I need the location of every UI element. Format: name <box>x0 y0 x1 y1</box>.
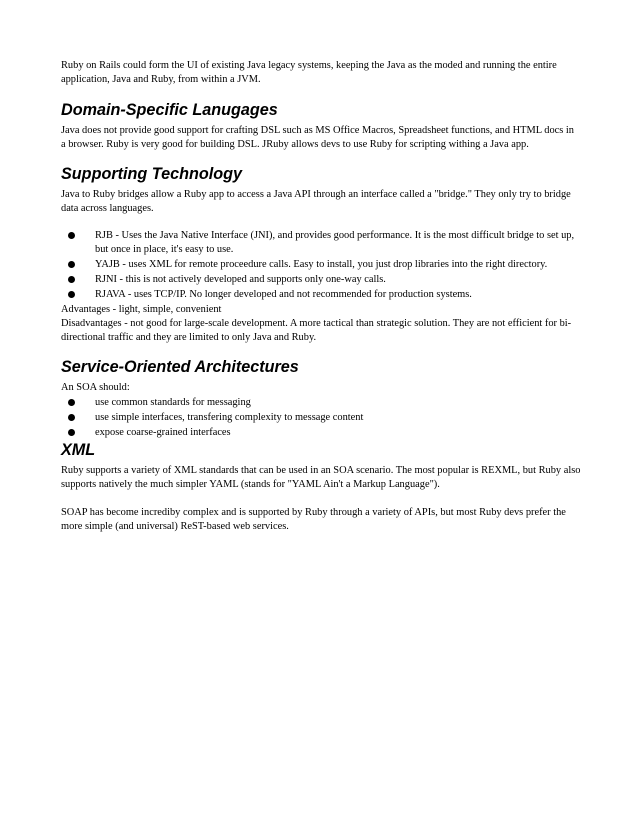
list-item <box>61 426 581 440</box>
list-item-text: use simple interfaces, transfering complexity to message content <box>95 412 364 423</box>
soa-intro-line: An SOA should: <box>61 382 130 393</box>
list-item <box>61 258 581 272</box>
list-item-text: RJNI - this is not actively developed and supports only one-way calls. <box>95 274 386 285</box>
bullet-icon <box>68 414 75 421</box>
bullet-icon <box>68 291 75 298</box>
dsl-paragraph: Java does not provide good support for crafting DSL such as MS Office Macros, Spreadsheet functions, and HTML docs in a browser. Ruby is very good for building DSL. JRuby allows devs to use Ruby for scripting withing a Java app. <box>61 125 574 150</box>
list-item <box>61 273 581 287</box>
xml-paragraph-2: SOAP has become incrediby complex and is supported by Ruby through a variety of APIs, but most Ruby devs prefer the more simple (and universal) ReST-based web services. <box>61 507 566 532</box>
list-item <box>61 396 581 410</box>
bullet-icon <box>68 399 75 406</box>
bullet-icon <box>68 232 75 239</box>
list-item <box>61 288 581 302</box>
bullet-icon <box>68 429 75 436</box>
bridge-list <box>61 229 581 302</box>
list-item <box>61 229 581 257</box>
xml-paragraph-1: Ruby supports a variety of XML standards that can be used in an SOA scenario. The most popular is REXML, but Ruby also supports natively the much simpler YAML (stands for "YAML Ain't a Markup Language"). <box>61 465 581 490</box>
list-item-text: RJAVA - uses TCP/IP. No longer developed and not recommended for production systems. <box>95 289 472 300</box>
list-item <box>61 411 581 425</box>
list-item-text: use common standards for messaging <box>95 397 251 408</box>
list-item-text: RJB - Uses the Java Native Interface (JNI), and provides good performance. It is the most difficult bridge to set up, but once in place, it's easy to use. <box>95 230 575 255</box>
heading-service-oriented-architectures: Service-Oriented Architectures <box>61 358 299 376</box>
bullet-icon <box>68 261 75 268</box>
heading-domain-specific-languages: Domain-Specific Lanugages <box>61 101 278 119</box>
bullet-icon <box>68 276 75 283</box>
heading-xml: XML <box>61 441 96 459</box>
list-item-text: YAJB - uses XML for remote proceedure calls. Easy to install, you just drop libraries into the right directory. <box>95 259 548 270</box>
supporting-paragraph: Java to Ruby bridges allow a Ruby app to access a Java API through an interface called a "bridge." They only try to bridge data across languages. <box>61 189 571 214</box>
list-item-text: expose coarse-grained interfaces <box>95 427 231 438</box>
soa-list <box>61 396 581 440</box>
advantages-line: Advantages - light, simple, convenient <box>61 304 222 315</box>
intro-paragraph: Ruby on Rails could form the UI of existing Java legacy systems, keeping the Java as the moded and running the entire application, Java and Ruby, from within a JVM. <box>61 60 557 85</box>
disadvantages-paragraph: Disadvantages - not good for large-scale development. A more tactical than strategic solution. They are not efficient for bi-directional traffic and they are limited to only Java and Ruby. <box>61 318 572 343</box>
heading-supporting-technology: Supporting Technology <box>61 165 243 183</box>
document-page <box>61 59 581 534</box>
